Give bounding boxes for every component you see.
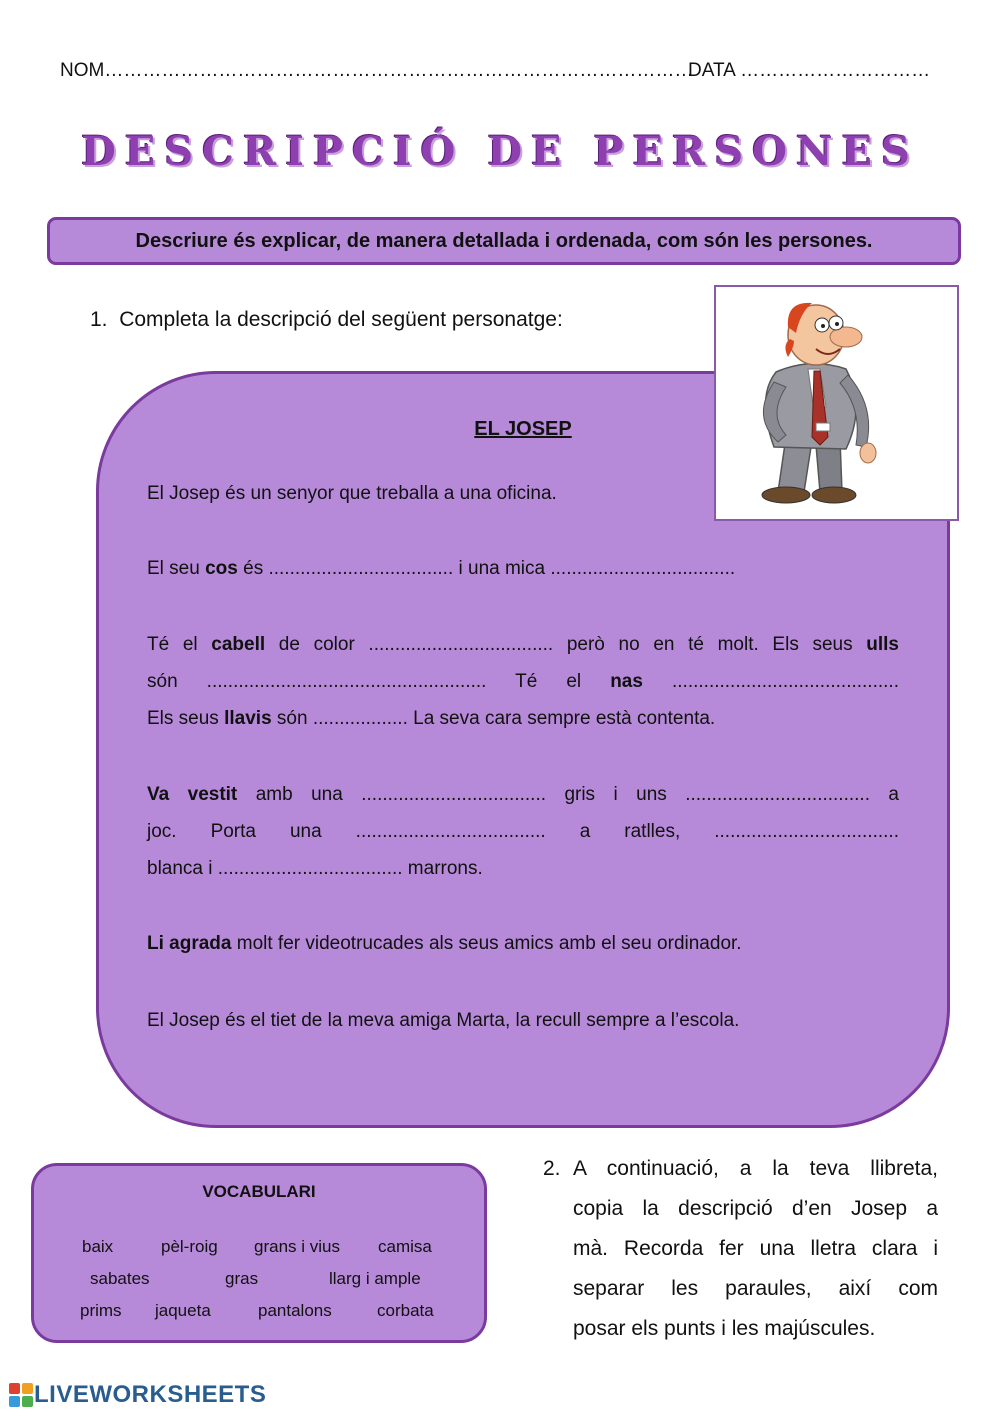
exercise-2-line: copia la descripció d’en Josep a: [573, 1197, 938, 1220]
exercise-2-line: mà. Recorda fer una lletra clara i: [573, 1237, 938, 1260]
vocab-word: jaqueta: [155, 1301, 211, 1320]
text: Té el: [147, 634, 212, 655]
clothes-line-3[interactable]: blanca i ................................... marrons.: [147, 858, 483, 879]
text: Els seus: [147, 708, 225, 729]
lips-sentence: [147, 700, 715, 737]
eyes-nose-sentence: [147, 663, 899, 700]
uncle-sentence: El Josep és el tiet de la meva amiga Marta, la recull sempre a l’escola.: [147, 1010, 740, 1031]
blank-text[interactable]: amb una ................................... gris i uns ................................... a: [237, 784, 899, 805]
text: El seu: [147, 558, 206, 579]
name-field-line: NOM…………………………………………………………………………………: [60, 60, 694, 81]
logo-icon: [8, 1382, 34, 1408]
josep-picture: [714, 285, 959, 521]
keyword-ulls: ulls: [866, 634, 899, 655]
blank-text[interactable]: és ................................... i una mica ...................................: [237, 558, 736, 579]
intro-sentence: El Josep és un senyor que treballa a una oficina.: [147, 483, 557, 504]
vocab-word: prims: [80, 1301, 122, 1320]
exercise-2-text: [573, 1149, 938, 1349]
liveworksheets-logo[interactable]: [8, 1380, 266, 1410]
character-heading: EL JOSEP: [474, 418, 572, 440]
body-sentence: [147, 550, 735, 587]
exercise-2-number: 2.: [543, 1157, 561, 1180]
text: molt fer videotrucades als seus amics amb el seu ordinador.: [231, 933, 742, 954]
businessman-illustration: [716, 287, 957, 519]
logo-text: LIVEWORKSHEETS: [34, 1381, 267, 1408]
vocab-word: pèl-roig: [161, 1237, 218, 1256]
definition-banner: [47, 217, 961, 265]
vocab-word: corbata: [377, 1301, 434, 1320]
vocab-word: llarg i ample: [329, 1269, 421, 1288]
keyword-cabell: cabell: [211, 634, 266, 655]
exercise-2-line: posar els punts i les majúscules.: [573, 1317, 876, 1340]
blank-text[interactable]: són ..................................................... Té el: [147, 671, 611, 692]
likes-sentence: [147, 925, 742, 962]
vocab-word: grans i vius: [254, 1237, 340, 1256]
keyword-va-vestit: Va vestit: [147, 784, 238, 805]
page-title: DESCRIPCIÓ DE PERSONES: [81, 128, 919, 175]
clothes-line-1: [147, 776, 899, 813]
exercise-2-line: separar les paraules, així com: [573, 1277, 938, 1300]
definition-text: Descriure és explicar, de manera detallada i ordenada, com són les persones.: [135, 229, 873, 252]
keyword-nas: nas: [610, 671, 643, 692]
keyword-cos: cos: [205, 558, 238, 579]
keyword-llavis: llavis: [224, 708, 272, 729]
hair-sentence: [147, 626, 899, 663]
blank-text[interactable]: són .................. La seva cara sempre està contenta.: [271, 708, 716, 729]
vocab-word: pantalons: [258, 1301, 332, 1320]
exercise-1-number: 1.: [90, 308, 108, 331]
date-field-line: DATA …………………………: [688, 60, 931, 81]
blank-text[interactable]: de color ................................... però no en té molt. Els seus: [265, 634, 867, 655]
clothes-line-2[interactable]: joc. Porta una .................................... a ratlles, ...................................: [147, 821, 899, 842]
vocab-word: baix: [82, 1237, 114, 1256]
vocab-word: camisa: [378, 1237, 432, 1256]
blank-text[interactable]: ...........................................: [642, 671, 899, 692]
vocabulary-title: VOCABULARI: [202, 1182, 316, 1201]
exercise-2-line: A continuació, a la teva llibreta,: [573, 1157, 938, 1180]
keyword-li-agrada: Li agrada: [147, 933, 232, 954]
exercise-1-text: Completa la descripció del següent personatge:: [119, 308, 563, 331]
vocab-word: sabates: [90, 1269, 150, 1288]
exercise-1-instruction: [90, 308, 563, 332]
vocab-word: gras: [225, 1269, 259, 1288]
